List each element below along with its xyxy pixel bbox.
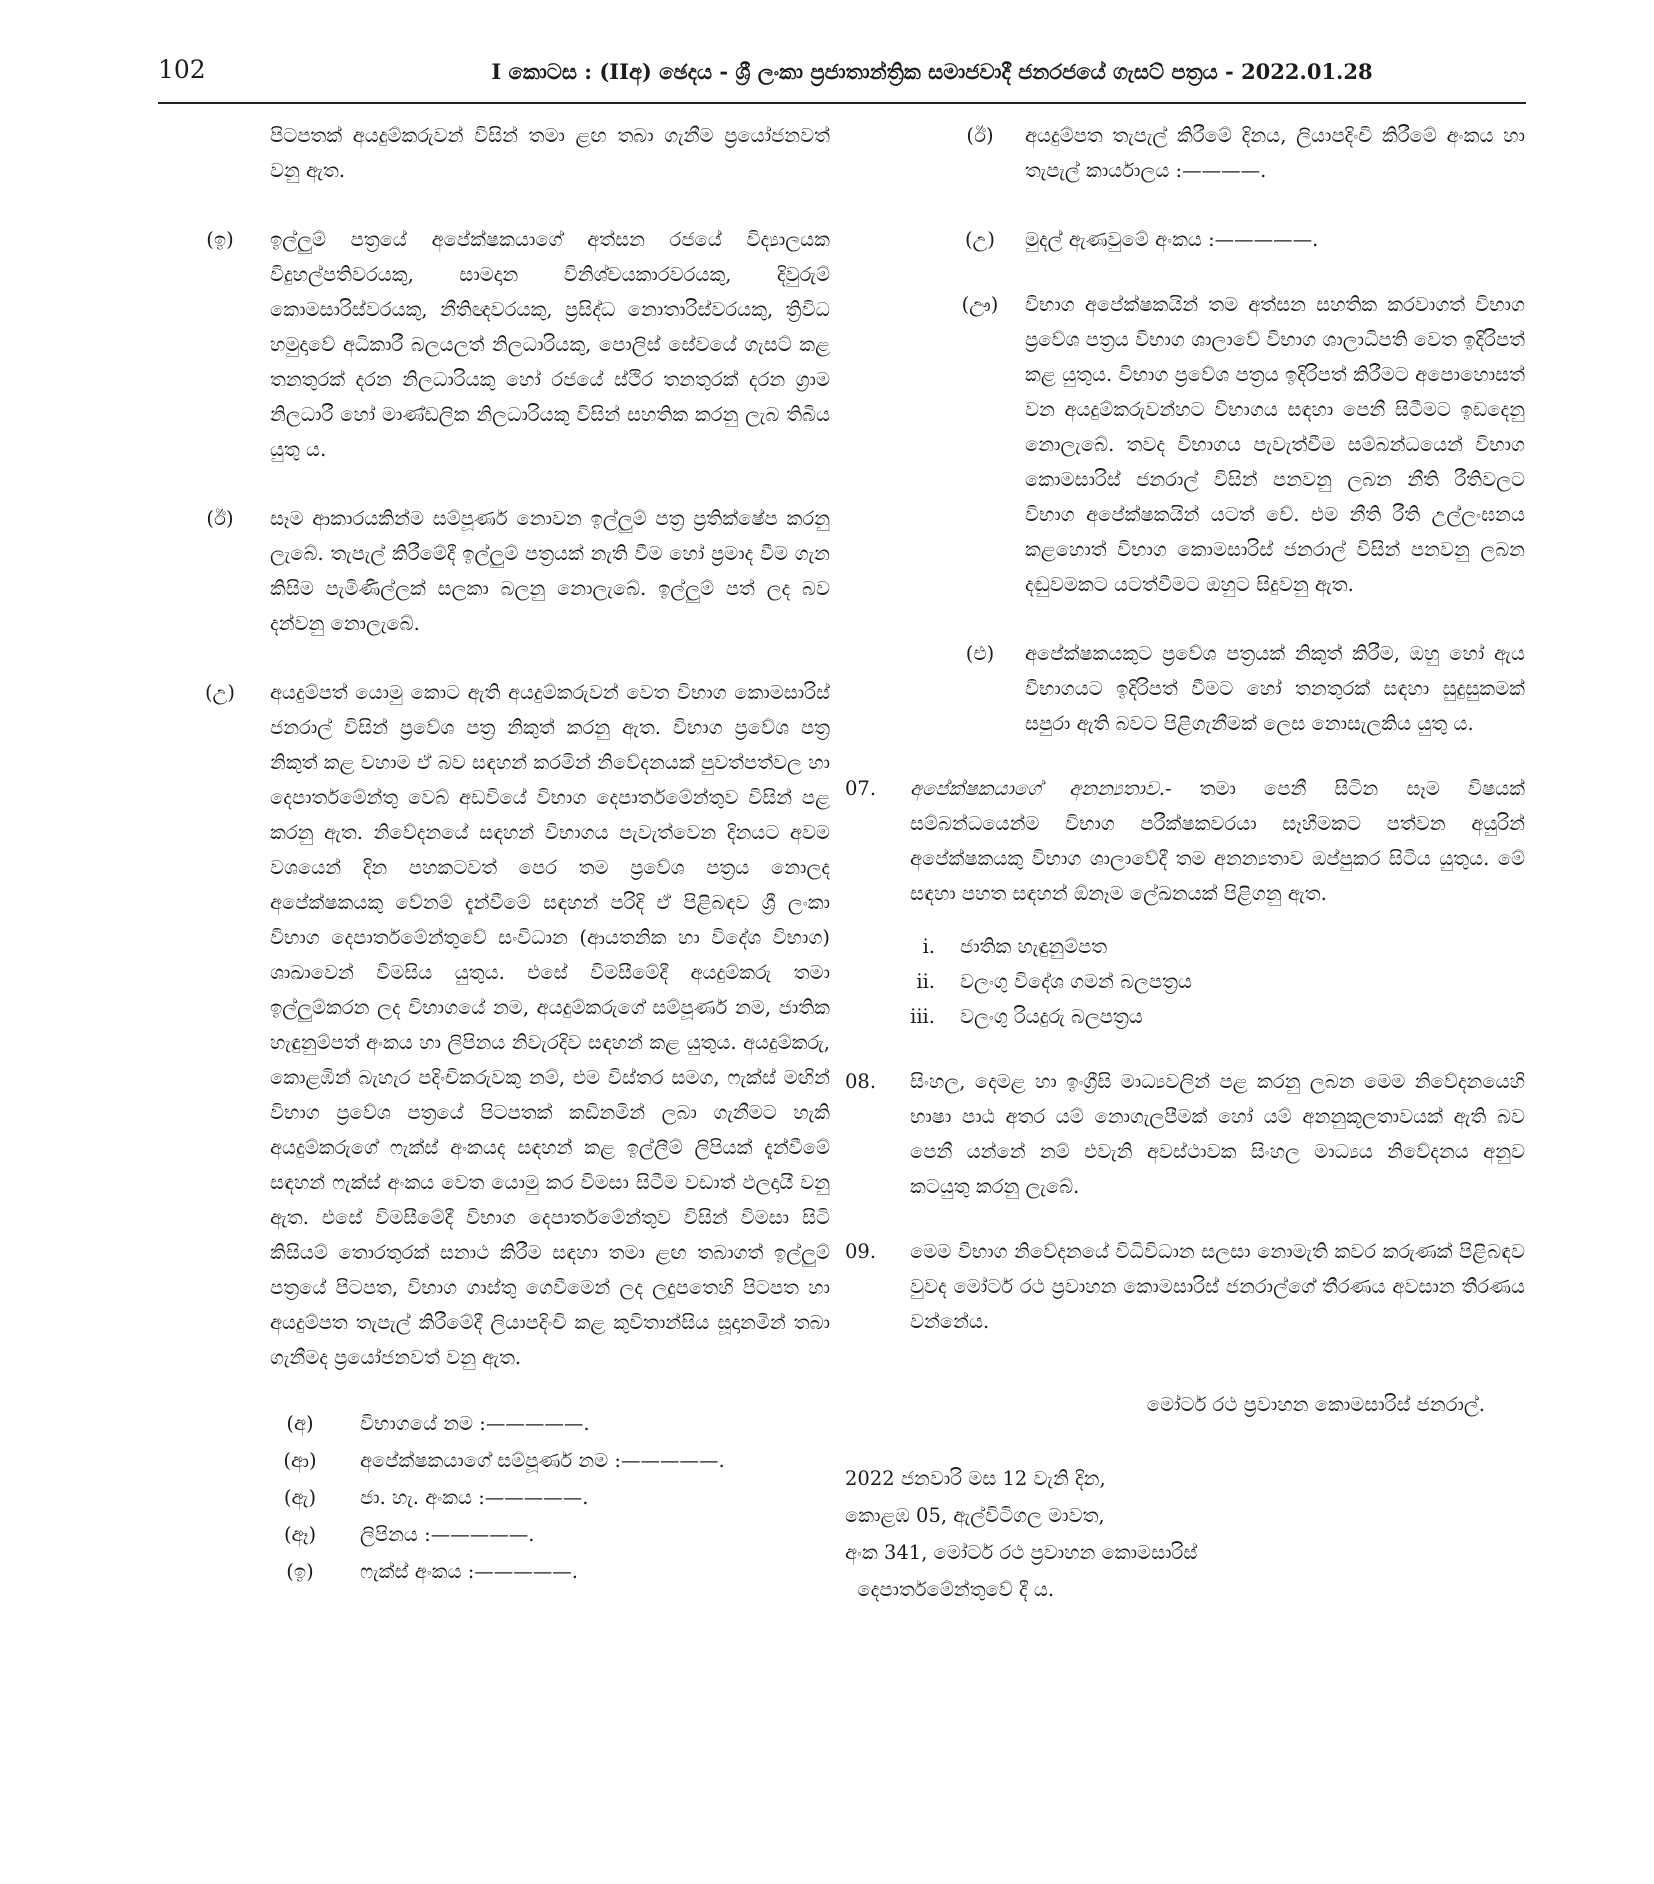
- section-08: [845, 1064, 1525, 1204]
- list-number: i.: [922, 935, 935, 958]
- intro-paragraph: [200, 118, 830, 188]
- section-body: සිංහල, දෙමළ හා ඉංග්‍රීසි මාධ්‍යවලින් පළ කරනු ලබන මෙම නිවේදනයෙහි භාෂා පාඨ අතර යම් නොගැලපීමක් හෝ යම් අනනුකූලතාවයක් ඇති බව පෙනී යන්නේ නම් එවැනි අවස්ථාවක සිංහල මාධ්‍යය නිවේදනය අනුව කටයුතු කරනු ලැබේ.: [910, 1070, 1525, 1198]
- form-fields-list: [200, 1405, 830, 1590]
- page-number: 102: [158, 55, 206, 84]
- clause-text: මුදල් ඇණවුමේ අංකය :—————.: [1025, 228, 1319, 251]
- clause-text: අපේක්ෂකයකුට ප්‍රවේශ පත්‍රයක් නිකුත් කිරීම, ඔහු හෝ ඇය විභාගයට ඉදිරිපත් වීමට හෝ තනතුරක් සඳහා සුදුසුකමක් සපුරා ඇති බවට පිළිගැනීමක් ලෙස නොසැලකිය යුතු ය.: [1025, 642, 1525, 735]
- form-field-row: [260, 1405, 830, 1442]
- list-number: iii.: [910, 1005, 935, 1028]
- clause-text: ඉල්ලුම් පත්‍රයේ අපේක්ෂකයාගේ අත්සන රජයේ විද්‍යාලයක විදුහල්පතිවරයකු, සාමදාන විනිශ්චයකාරවරයකු, දිවුරුම් කොමසාරිස්වරයකු, නීතිඥවරයකු, ප්‍රසිද්ධ නොතාරිස්වරයකු, ත්‍රිවිධ හමුදාවේ අධිකාරී බලයලත් නිලධාරියකු, පොලිස් සේවයේ ගැසට් කළ තනතුරක් දරන නිලධාරියකු හෝ රජයේ ස්ථිර තනතුරක් දරන ග්‍රාම නිලධාරී හෝ මාණ්ඩලික නිලධාරියකු විසින් සහතික කරනු ලැබ තිබිය යුතු ය.: [270, 228, 830, 461]
- section-number: 08.: [845, 1070, 877, 1093]
- section-07: [845, 771, 1525, 911]
- list-item: [845, 999, 1525, 1034]
- form-field-row: [260, 1442, 830, 1479]
- form-field-row: [260, 1553, 830, 1590]
- running-title: I කොටස : (IIඅ) ඡෙදය - ශ්‍රී ලංකා ප්‍රජාතාන්ත්‍රික සමාජවාදී ජනරජයේ ගැසට් පත්‍රය - 2022.01.28: [491, 59, 1373, 84]
- page-header: [158, 52, 1526, 104]
- section-number: 09.: [845, 1240, 877, 1263]
- form-field-text: විභාගයේ නම :—————.: [360, 1412, 590, 1435]
- form-field-text: ෆැක්ස් අංකය :—————.: [360, 1560, 578, 1583]
- form-field-label: (ආ): [283, 1449, 317, 1472]
- section-number: 07.: [845, 777, 877, 800]
- clause-text: විභාග අපේක්ෂකයින් තම අත්සන සහතික කරවාගත් විභාග ප්‍රවේශ පත්‍රය විභාග ශාලාවේ විභාග ශාලාධිපති වෙත ඉදිරිපත් කළ යුතුය. විභාග ප්‍රවේශ පත්‍රය ඉදිරිපත් කිරීමට අපොහොසත් වන අයදුම්කරුවන්හට විභාගය සඳහා පෙනී සිටීමට ඉඩදෙනු නොලැබේ. තවද විභාගය පැවැත්වීම සම්බන්ධයෙන් විභාග කොමසාරිස් ජනරාල් විසින් පනවනු ලබන නීති රීතිවලට විභාග අපේක්ෂකයින් යටත් වේ. එම නීති රීති උල්ලංඝනය කළහොත් විභාග කොමසාරිස් ජනරාල් විසින් පනවනු ලබන දඬුවමකට යටත්වීමට ඔහුට සිදුවනු ඇත.: [1025, 293, 1525, 596]
- clause-label: (ඌ): [961, 293, 999, 316]
- list-item: [845, 964, 1525, 999]
- address-line: කොළඹ 05, ඇල්විටිගල මාවත,: [845, 1504, 1105, 1527]
- section-body: තමා පෙනී සිටින සෑම විෂයක් සම්බන්ධයෙන්ම විභාග පරීක්ෂකවරයා සෑහීමකට පත්වන අයුරින් අපේක්ෂකයකු විභාග ශාලාවේදී තම අනන්‍යතාව ඔප්පුකර සිටිය යුතුය. මේ සඳහා පහත සඳහන් ඕනෑම ලේඛනයක් පිළිගනු ඇත.: [910, 777, 1525, 905]
- clause-label: (ඉ): [206, 228, 234, 251]
- clause-label: (උ): [204, 681, 236, 704]
- section-heading: අපේක්ෂකයාගේ අනන්‍යතාව.-: [910, 777, 1172, 800]
- form-field-label: (ඉ): [286, 1560, 314, 1583]
- list-number: ii.: [916, 970, 935, 993]
- intro-text: පිටපතක් අයදුම්කරුවන් විසින් තමා ළඟ තබා ගැනීම ප්‍රයෝජනවත් වනු ඇත.: [270, 124, 830, 182]
- address-line: දෙපාර්තමේන්තුවේ දී ය.: [845, 1578, 1055, 1601]
- clause-label: (උ): [964, 228, 996, 251]
- list-text: ජාතික හැඳුනුම්පත: [960, 935, 1108, 958]
- clause-label: (ඊ): [966, 124, 994, 147]
- clause-u-right: [845, 222, 1525, 257]
- signature-line: මෝටර් රථ ප්‍රවාහන කොමසාරිස් ජනරාල්.: [1146, 1393, 1485, 1416]
- section-body: මෙම විභාග නිවේදනයේ විධිවිධාන සලසා නොමැති කවර කරුණක් පිළිබඳව වුවද මෝටර් රථ ප්‍රවාහන කොමසාරිස් ජනරාල්ගේ තීරණය අවසාන තීරණය වන්නේය.: [910, 1240, 1525, 1333]
- address-line: අංක 341, මෝටර් රථ ප්‍රවාහන කොමසාරිස්: [845, 1541, 1198, 1564]
- section-09: [845, 1234, 1525, 1339]
- left-column: [200, 118, 830, 1590]
- clause-label: (ඊ): [206, 507, 234, 530]
- clause-ii: [200, 501, 830, 641]
- clause-uu-right: [845, 287, 1525, 602]
- right-column: [845, 118, 1525, 1608]
- clause-i: [200, 222, 830, 467]
- form-field-label: (ඈ): [283, 1523, 317, 1546]
- clause-u: [200, 675, 830, 1375]
- date-place-block: [845, 1460, 1525, 1608]
- form-field-row: [260, 1516, 830, 1553]
- clause-text: අයදුම්පත් යොමු කොට ඇති අයදුම්කරුවන් වෙත විභාග කොමසාරිස් ජනරාල් විසින් ප්‍රවේශ පත්‍ර නිකුත් කරනු ඇත. විභාග ප්‍රවේශ පත්‍ර නිකුත් කළ වහාම ඒ බව සඳහන් කරමින් නිවේදනයක් පුවත්පත්වල හා දෙපාර්තමේන්තු වෙබ් අඩවියේ විභාග දෙපාර්තමේන්තුව විසින් පළ කරනු ඇත. නිවේදනයේ සඳහන් විභාගය පැවැත්වෙන දිනයට අවම වශයෙන් දින පහකටවත් පෙර තම ප්‍රවේශ පත්‍රය නොලද අපේක්ෂකයකු වේනම් දැන්වීමේ සඳහන් පරිදි ඒ පිළිබඳව ශ්‍රී ලංකා විභාග දෙපාර්තමේන්තුවේ සංවිධාන (ආයතනික හා විදේශ විභාග) ශාඛාවෙන් විමසිය යුතුය. එසේ විමසීමේදී අයදුම්කරු තමා ඉල්ලුම්කරන ලද විභාගයේ නම, අයදුම්කරුගේ සම්පූර්ණ නම, ජාතික හැඳුනුම්පත් අංකය හා ලිපිනය නිවැරදිව සඳහන් කළ යුතුය. අයදුම්කරු, කොළඹින් බැහැර පදිංචිකරුවකු නම්, එම විස්තර සමග, ෆැක්ස් මඟින් විභාග ප්‍රවේශ පත්‍රයේ පිටපතක් කඩිනමින් ලබා ගැනීමට හැකි අයදුම්කරුගේ ෆැක්ස් අංකයද සඳහන් කළ ඉල්ලීම් ලිපියක් දැන්වීමේ සඳහන් ෆැක්ස් අංකය වෙත යොමු කර විමසා සිටීම වඩාත් ඵලදායී වනු ඇත. එසේ විමසීමේදී විභාග දෙපාර්තමේන්තුව විසින් විමසා සිටි කිසියම් තොරතුරක් සනාථ කිරීම සඳහා තමා ළඟ තබාගත් ඉල්ලුම් පත්‍රයේ පිටපත, විභාග ගාස්තු ගෙවීමෙන් ලද ලදුපතෙහි පිටපත හා අයදුම්පත තැපැල් කිරීමේදී ලියාපදිංචි කළ කුවිතාන්සිය සූදානමින් තබා ගැනීමද ප්‍රයෝජනවත් වනු ඇත.: [270, 681, 830, 1369]
- date-line: 2022 ජනවාරි මස 12 වැනි දින,: [845, 1467, 1106, 1490]
- clause-text: සෑම ආකාරයකින්ම සම්පූර්ණ නොවන ඉල්ලුම් පත්‍ර ප්‍රතික්ෂේප කරනු ලැබේ. තැපැල් කිරීමේදී ඉල්ලුම් පත්‍රයක් නැති වීම හෝ ප්‍රමාද වීම ගැන කිසිම පැමිණිල්ලක් සලකා බලනු නොලැබේ. ඉල්ලුම් පත් ලද බව දන්වනු නොලැබේ.: [270, 507, 830, 635]
- clause-e-right: [845, 636, 1525, 741]
- clause-label: (එ): [965, 642, 995, 665]
- form-field-text: අපේක්ෂකයාගේ සම්පූර්ණ නම :—————.: [360, 1449, 725, 1472]
- form-field-row: [260, 1479, 830, 1516]
- form-field-label: (ඇ): [283, 1486, 317, 1509]
- clause-text: අයදුම්පත තැපැල් කිරීමේ දිනය, ලියාපදිංචි කිරීමේ අංකය හා තැපැල් කාර්යාලය :————.: [1025, 124, 1525, 182]
- section-07-text: [910, 771, 1525, 911]
- clause-ii-right: [845, 118, 1525, 188]
- signature-block: [845, 1387, 1505, 1422]
- form-field-text: ජා. හැ. අංකය :—————.: [360, 1486, 589, 1509]
- list-text: වලංගු විදේශ ගමන් බලපත්‍රය: [960, 970, 1192, 993]
- form-field-label: (අ): [286, 1412, 314, 1435]
- form-field-text: ලිපිනය :—————.: [360, 1523, 535, 1546]
- list-text: වලංගු රියදුරු බලපත්‍රය: [960, 1005, 1143, 1028]
- list-item: [845, 929, 1525, 964]
- identity-doc-list: [845, 929, 1525, 1034]
